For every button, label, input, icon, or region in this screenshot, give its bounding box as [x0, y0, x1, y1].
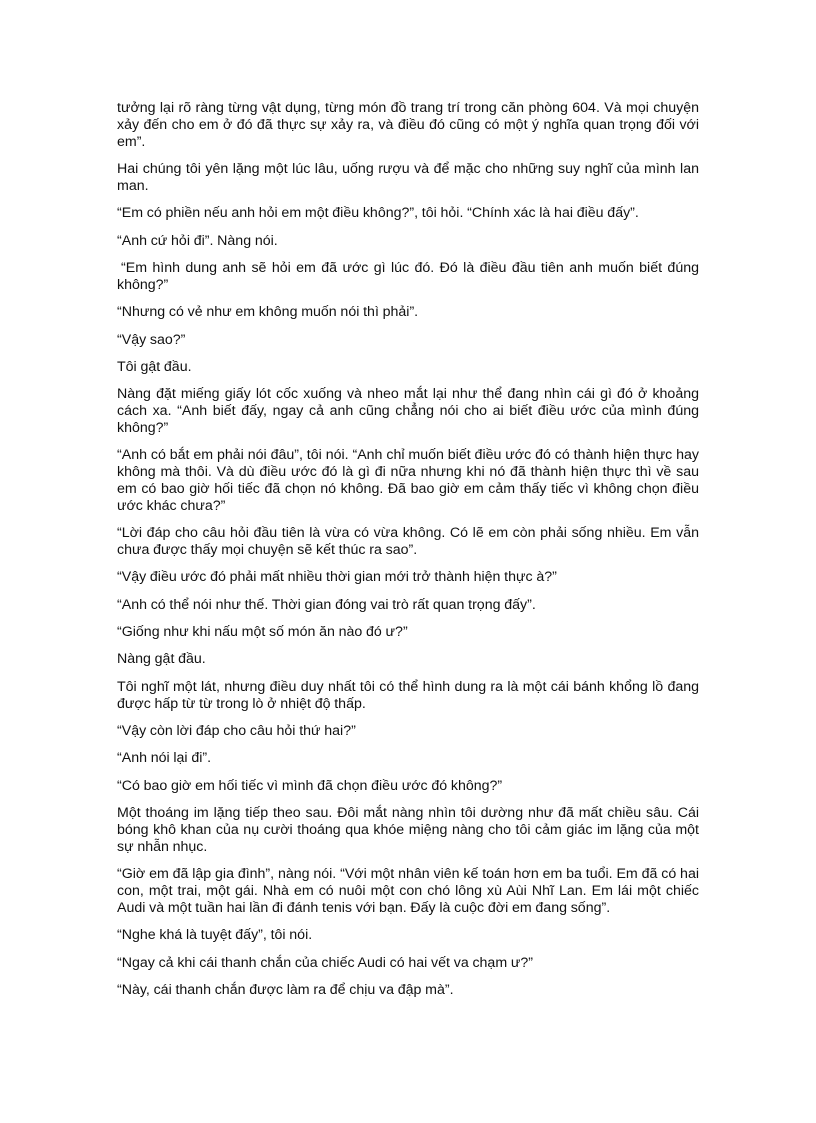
paragraph-12: “Vậy điều ước đó phải mất nhiều thời gian mới trở thành hiện thực à?” — [117, 569, 557, 586]
document-page — [117, 100, 699, 1009]
paragraph-8: Tôi gật đầu. — [117, 358, 192, 375]
paragraph-22: “Nghe khá là tuyệt đấy”, tôi nói. — [117, 927, 313, 944]
paragraph-7: “Vậy sao?” — [117, 331, 186, 348]
paragraph-15: Nàng gật đầu. — [117, 651, 206, 668]
paragraph-13: “Anh có thể nói như thế. Thời gian đóng vai trò rất quan trọng đấy”. — [117, 596, 536, 613]
paragraph-3: “Em có phiền nếu anh hỏi em một điều không?”, tôi hỏi. “Chính xác là hai điều đấy”. — [117, 205, 639, 222]
paragraph-6: “Nhưng có vẻ như em không muốn nói thì phải”. — [117, 304, 419, 321]
paragraph-21: “Giờ em đã lập gia đình”, nàng nói. “Với một nhân viên kế toán hơn em ba tuổi. Em đã có hai con, một trai, một gái. Nhà em có nuôi một con chó lông xù Aùi Nhĩ Lan. Em lái một chiếc Audi và một tuần hai lần đi đánh tenis với bạn. Đấy là cuộc đời em đang sống”. — [117, 866, 699, 916]
paragraph-11: “Lời đáp cho câu hỏi đầu tiên là vừa có vừa không. Có lẽ em còn phải sống nhiều. Em vẫn chưa được thấy mọi chuyện sẽ kết thúc ra sao”. — [117, 525, 699, 558]
paragraph-5: “Em hình dung anh sẽ hỏi em đã ước gì lúc đó. Đó là điều đầu tiên anh muốn biết đúng không?” — [117, 259, 699, 293]
paragraph-14: “Giống như khi nấu một số món ăn nào đó ư?” — [117, 624, 408, 641]
paragraph-23: “Ngay cả khi cái thanh chắn của chiếc Audi có hai vết va chạm ư?” — [117, 954, 533, 971]
paragraph-4: “Anh cứ hỏi đi”. Nàng nói. — [117, 232, 278, 249]
paragraph-17: “Vậy còn lời đáp cho câu hỏi thứ hai?” — [117, 723, 356, 740]
paragraph-1: tưởng lại rõ ràng từng vật dụng, từng món đồ trang trí trong căn phòng 604. Và mọi chuyện xảy đến cho em ở đó đã thực sự xảy ra, và điều đó cũng có một ý nghĩa quan trọng đối với em”. — [117, 100, 699, 150]
paragraph-10: “Anh có bắt em phải nói đâu”, tôi nói. “Anh chỉ muốn biết điều ước đó có thành hiện thực hay không mà thôi. Và dù điều ước đó là gì đi nữa nhưng khi nó đã thành hiện thực thì về sau em có bao giờ hối tiếc đã chọn nó không. Đã bao giờ em cảm thấy tiếc vì không chọn điều ước khác chưa?” — [117, 447, 699, 514]
paragraph-19: “Có bao giờ em hối tiếc vì mình đã chọn điều ước đó không?” — [117, 777, 503, 794]
paragraph-16: Tôi nghĩ một lát, nhưng điều duy nhất tôi có thể hình dung ra là một cái bánh khổng lồ đang được hấp từ từ trong lò ở nhiệt độ thấp. — [117, 678, 699, 712]
paragraph-18: “Anh nói lại đi”. — [117, 750, 212, 767]
paragraph-24: “Này, cái thanh chắn được làm ra để chịu va đập mà”. — [117, 981, 454, 998]
paragraph-2: Hai chúng tôi yên lặng một lúc lâu, uống rượu và để mặc cho những suy nghĩ của mình lan man. — [117, 160, 699, 194]
paragraph-9: Nàng đặt miếng giấy lót cốc xuống và nheo mắt lại như thể đang nhìn cái gì đó ở khoảng cách xa. “Anh biết đấy, ngay cả anh cũng chẳng nói cho ai biết điều ước của mình đúng không?” — [117, 386, 699, 436]
paragraph-20: Một thoáng im lặng tiếp theo sau. Đôi mắt nàng nhìn tôi dường như đã mất chiều sâu. Cái bóng khô khan của nụ cười thoáng qua khóe miệng nàng cho tôi cảm giác im lặng của một sự nhẫn nhục. — [117, 805, 699, 855]
